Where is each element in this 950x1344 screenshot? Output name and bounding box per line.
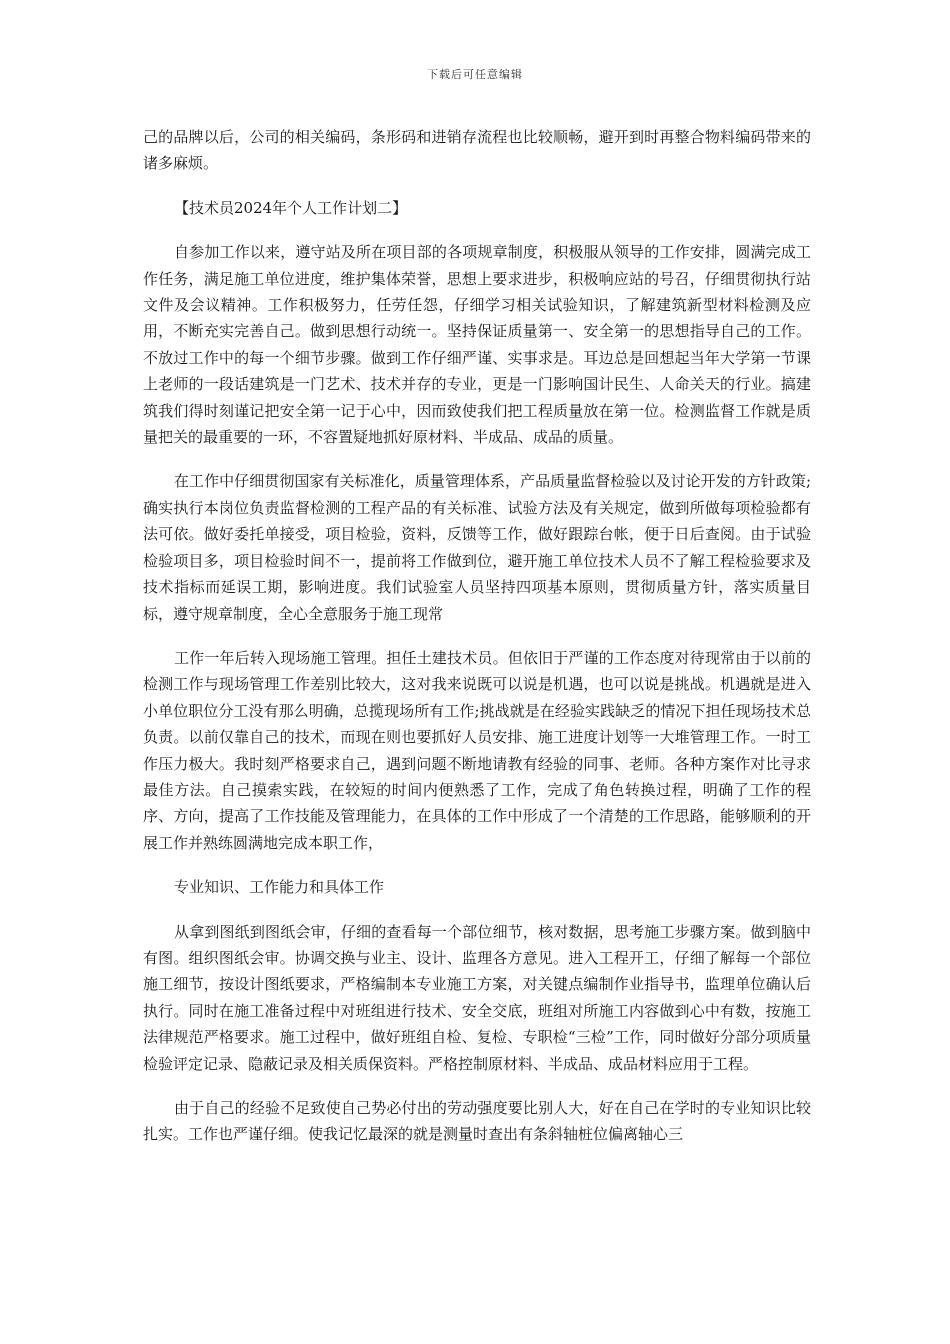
paragraph: 自参加工作以来，遵守站及所在项目部的各项规章制度，积极服从领导的工作安排，圆满完成工作任务，满足施工单位进度，维护集体荣誉，思想上要求进步，积极响应站的号召，仔细贯彻执行站文件及会议精神。工作积极努力，任劳任怨，仔细学习相关试验知识，了解建筑新型材料检测及应用，不断充实完善自己。做到思想行动统一。坚持保证质量第一、安全第一的思想指导自己的工作。不放过工作中的每一个细节步骤。做到工作仔细严谨、实事求是。耳边总是回想起当年大学第一节课上老师的一段话建筑是一门艺术、技术并存的专业，更是一门影响国计民生、人命关天的行业。搞建筑我们得时刻谨记把安全第一记于心中，因而致使我们把工程质量放在第一位。检测监督工作就是质量把关的最重要的一环，不容置疑地抓好原材料、半成品、成品的质量。 [143,243,811,447]
paragraph: 由于自己的经验不足致使自己势必付出的劳动强度要比别人大，好在自己在学时的专业知识比较扎实。工作也严谨仔细。使我记忆最深的就是测量时查出有条斜轴桩位偏离轴心三 [143,1099,811,1144]
paragraph: 从拿到图纸到图纸会审，仔细的查看每一个部位细节，核对数据，思考施工步骤方案。做到脑中有图。组织图纸会审。协调交换与业主、设计、监理各方意见。进入工程开工，仔细了解每一个部位施工细节，按设计图纸要求，严格编制本专业施工方案，对关键点编制作业指导书，监理单位确认后执行。同时在施工准备过程中对班组进行技术、安全交底，班组对所施工内容做到心中有数，按施工法律规范严格要求。施工过程中，做好班组自检、复检、专职检“三检”工作，同时做好分部分项质量检验评定记录、隐蔽记录及相关质保资料。严格控制原材料、半成品、成品材料应用于工程。 [143,922,811,1073]
paragraph: 工作一年后转入现场施工管理。担任土建技术员。但依旧于严谨的工作态度对待现常由于以前的检测工作与现场管理工作差别比较大，这对我来说既可以说是机遇，也可以说是挑战。机遇就是进入小单位职位分工没有那么明确，总揽现场所有工作;挑战就是在经验实践缺乏的情况下担任现场技术总负责。以前仅靠自己的技术，而现在则也要抓好人员安排、施工进度计划等一大堆管理工作。一时工作压力极大。我时刻严格要求自己，遇到问题不断地请教有经验的同事、老师。各种方案作对比寻求最佳方法。自己摸索实践，在较短的时间内便熟悉了工作，完成了角色转换过程，明确了工作的程序、方向，提高了工作技能及管理能力，在具体的工作中形成了一个清楚的工作思路，能够顺利的开展工作并熟练圆满地完成本职工作， [143,648,811,852]
page-header: 下载后可任意编辑 [427,68,523,81]
subsection-heading: 专业知识、工作能力和具体工作 [174,878,385,897]
document-body [143,124,811,1148]
paragraph-continuation: 己的品牌以后，公司的相关编码，条形码和进销存流程也比较顺畅，避开到时再整合物料编码带来的诸多麻烦。 [143,128,811,173]
paragraph: 在工作中仔细贯彻国家有关标准化，质量管理体系，产品质量监督检验以及讨论开发的方针政策;确实执行本岗位负责监督检测的工程产品的有关标准、试验方法及有关规定，做到所做每项检验都有法可依。做好委托单接受，项目检验，资料，反馈等工作，做好跟踪台帐，便于日后查阅。由于试验检验项目多，项目检验时间不一，提前将工作做到位，避开施工单位技术人员不了解工程检验要求及技术指标而延误工期，影响进度。我们试验室人员坚持四项基本原则，贯彻质量方针，落实质量目标，遵守规章制度，全心全意服务于施工现常 [143,472,811,623]
section-heading: 【技术员2024年个人工作计划二】 [174,198,408,217]
